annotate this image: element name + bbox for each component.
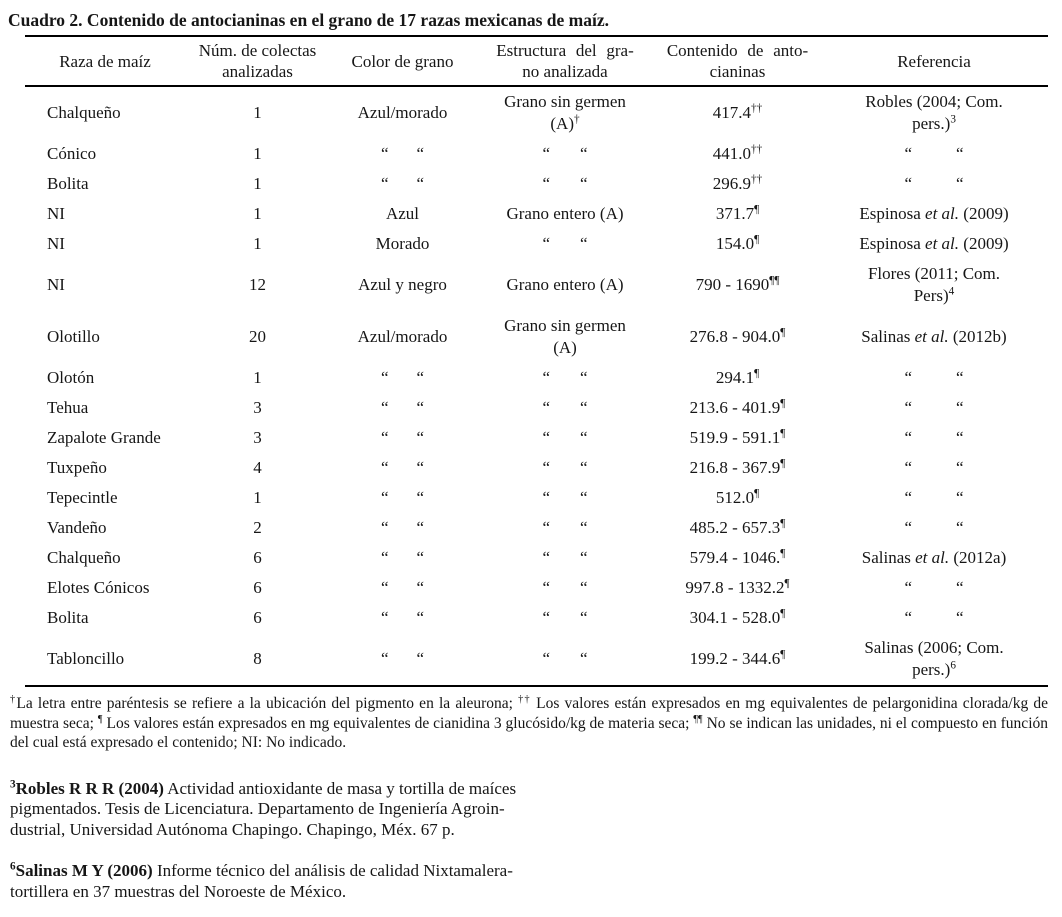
cell-estructura: Grano sin germen (A) <box>504 316 626 357</box>
cell-num: 1 <box>253 488 262 507</box>
ditto-mark: “ “ <box>542 608 588 627</box>
cell-raza: Olotón <box>47 368 95 387</box>
cell-num: 6 <box>253 548 262 567</box>
ditto-mark: “ “ <box>904 608 964 627</box>
reference-robles-2004: $^3$Robles R R R (2004) Actividad antioxidante de masa y tortilla de maíces pigmentados. Tesis de Licenciatura. Departamento de Ingeniería Agroin- dustrial, Universidad Autónoma Chapingo. Chapingo, Méx. 67 p. <box>10 777 517 839</box>
cell-raza: Bolita <box>47 608 89 627</box>
header-color: Color de grano <box>351 51 454 71</box>
table-row <box>25 139 1048 169</box>
table-row <box>25 199 1048 229</box>
cell-raza: Olotillo <box>47 327 100 346</box>
table-row <box>25 453 1048 483</box>
cell-color <box>330 543 475 573</box>
reference-list <box>0 779 1062 903</box>
ditto-mark: “ “ <box>542 428 588 447</box>
cell-raza: NI <box>47 275 65 294</box>
cell-color <box>330 423 475 453</box>
cell-raza: Cónico <box>47 144 97 163</box>
table-caption: Cuadro 2. Contenido de antocianinas en el grano de 17 razas mexicanas de maíz. <box>8 10 609 30</box>
ditto-mark: “ “ <box>380 548 425 567</box>
cell-estructura <box>475 573 655 603</box>
cell-color: Azul y negro <box>358 275 447 294</box>
ditto-mark: “ “ <box>542 578 588 597</box>
cell-color <box>330 169 475 199</box>
ditto-mark: “ “ <box>542 548 588 567</box>
cell-raza: NI <box>47 204 65 223</box>
cell-estructura <box>475 363 655 393</box>
ditto-mark: “ “ <box>542 398 588 417</box>
cell-estructura <box>475 603 655 633</box>
table-header <box>25 36 1048 86</box>
ditto-mark: “ “ <box>904 428 964 447</box>
cell-contenido: 371.7¶ <box>715 203 760 223</box>
cell-referencia <box>820 169 1048 199</box>
cell-raza: Vandeño <box>47 518 107 537</box>
header-contenido: Contenido de anto- cianinas <box>666 41 809 81</box>
table-row <box>25 311 1048 363</box>
cell-raza: Zapalote Grande <box>47 428 161 447</box>
cell-num: 3 <box>253 428 262 447</box>
cell-color: Azul/morado <box>357 327 448 346</box>
reference-salinas-2006: $^6$Salinas M Y (2006) Informe técnico del análisis de calidad Nixtamalera- tortillera en 37 muestras del Noroeste de México. <box>10 860 513 901</box>
cell-estructura <box>475 393 655 423</box>
cell-contenido: 417.4†† <box>712 102 763 122</box>
table-row <box>25 423 1048 453</box>
cell-referencia: Salinas et al. (2012a) <box>861 548 1007 567</box>
cell-raza: Tehua <box>47 398 89 417</box>
ditto-mark: “ “ <box>380 144 425 163</box>
cell-contenido: 276.8 - 904.0¶ <box>689 326 786 346</box>
ditto-mark: “ “ <box>904 398 964 417</box>
cell-estructura: Grano entero (A) <box>506 204 624 223</box>
cell-referencia: Flores (2011; Com. Pers)$^4$ <box>867 264 1001 305</box>
cell-num: 3 <box>253 398 262 417</box>
cell-referencia: Salinas et al. (2012b) <box>861 327 1007 346</box>
ditto-mark: “ “ <box>380 518 425 537</box>
cell-estructura <box>475 139 655 169</box>
cell-referencia <box>820 363 1048 393</box>
cell-color <box>330 633 475 686</box>
ditto-mark: “ “ <box>904 488 964 507</box>
cell-contenido: 294.1¶ <box>715 367 760 387</box>
cell-num: 6 <box>253 578 262 597</box>
cell-referencia <box>820 573 1048 603</box>
header-raza: Raza de maíz <box>59 51 151 71</box>
cell-color <box>330 573 475 603</box>
cell-color <box>330 483 475 513</box>
cell-raza: Tabloncillo <box>47 649 125 668</box>
cell-color <box>330 363 475 393</box>
ditto-mark: “ “ <box>542 518 588 537</box>
cell-raza: Tepecintle <box>47 488 118 507</box>
ditto-mark: “ “ <box>542 234 588 253</box>
cell-referencia: Espinosa et al. (2009) <box>859 204 1009 223</box>
cell-contenido: 213.6 - 401.9¶ <box>689 397 786 417</box>
cell-contenido: 579.4 - 1046.¶ <box>689 547 786 567</box>
cell-num: 1 <box>253 103 262 122</box>
table-row <box>25 363 1048 393</box>
cell-estructura: Grano entero (A) <box>506 275 624 294</box>
cell-num: 12 <box>249 275 266 294</box>
ditto-mark: “ “ <box>380 608 425 627</box>
cell-contenido: 304.1 - 528.0¶ <box>689 607 786 627</box>
cell-contenido: 199.2 - 344.6¶ <box>689 648 786 668</box>
cell-color <box>330 393 475 423</box>
ditto-mark: “ “ <box>380 578 425 597</box>
cell-referencia <box>820 139 1048 169</box>
table-row <box>25 483 1048 513</box>
header-referencia: Referencia <box>897 51 971 71</box>
ditto-mark: “ “ <box>542 458 588 477</box>
cell-color: Azul/morado <box>357 103 448 122</box>
cell-contenido: 216.8 - 367.9¶ <box>689 457 786 477</box>
cell-estructura <box>475 423 655 453</box>
cell-referencia <box>820 453 1048 483</box>
cell-estructura <box>475 483 655 513</box>
cell-num: 4 <box>253 458 262 477</box>
cell-contenido: 790 - 1690¶¶ <box>695 274 780 294</box>
ditto-mark: “ “ <box>542 488 588 507</box>
table-row <box>25 229 1048 259</box>
cell-num: 20 <box>249 327 266 346</box>
cell-raza: Bolita <box>47 174 89 193</box>
cell-contenido: 441.0†† <box>712 143 763 163</box>
ditto-mark: “ “ <box>542 174 588 193</box>
cell-num: 1 <box>253 204 262 223</box>
table-body <box>25 86 1048 686</box>
cell-contenido: 485.2 - 657.3¶ <box>689 517 786 537</box>
cell-raza: Tuxpeño <box>47 458 107 477</box>
header-num: Núm. de colectas analizadas <box>198 41 317 81</box>
ditto-mark: “ “ <box>380 458 425 477</box>
cell-color <box>330 139 475 169</box>
cell-referencia: Salinas (2006; Com. pers.)$^6$ <box>864 638 1004 679</box>
cell-referencia <box>820 423 1048 453</box>
ditto-mark: “ “ <box>904 458 964 477</box>
header-estructura: Estructura del gra- no analizada <box>496 41 634 81</box>
ditto-mark: “ “ <box>380 174 425 193</box>
cell-num: 1 <box>253 174 262 193</box>
cell-estructura <box>475 169 655 199</box>
table-footnotes: †La letra entre paréntesis se refiere a la ubicación del pigmento en la aleurona; †† Los valores están expresados en mg equivalentes de pelargonidina clorada/kg de muestra seca; ¶ Los valores están expresados en mg equivalentes de cianidina 3 glucósido/kg de materia seca; ¶¶ No se indican las unidades, ni el compuesto en función del cual está expresado el contenido; NI: No indicado. <box>10 693 1048 751</box>
ditto-mark: “ “ <box>380 368 425 387</box>
cell-contenido: 154.0¶ <box>715 233 760 253</box>
table-row <box>25 393 1048 423</box>
ditto-mark: “ “ <box>904 518 964 537</box>
header-row <box>25 36 1048 86</box>
cell-raza: NI <box>47 234 65 253</box>
cell-num: 8 <box>253 649 262 668</box>
cell-contenido: 512.0¶ <box>715 487 760 507</box>
cell-num: 1 <box>253 234 262 253</box>
ditto-mark: “ “ <box>904 368 964 387</box>
cell-raza: Chalqueño <box>47 548 121 567</box>
cell-referencia <box>820 513 1048 543</box>
ditto-mark: “ “ <box>542 144 588 163</box>
cell-estructura <box>475 633 655 686</box>
ditto-mark: “ “ <box>380 649 425 668</box>
ditto-mark: “ “ <box>904 174 964 193</box>
ditto-mark: “ “ <box>904 578 964 597</box>
cell-estructura <box>475 513 655 543</box>
cell-estructura <box>475 543 655 573</box>
cell-color <box>330 603 475 633</box>
cell-num: 1 <box>253 144 262 163</box>
table-row <box>25 603 1048 633</box>
cell-raza: Elotes Cónicos <box>47 578 150 597</box>
ditto-mark: “ “ <box>542 368 588 387</box>
ditto-mark: “ “ <box>904 144 964 163</box>
cell-color <box>330 453 475 483</box>
table-row <box>25 543 1048 573</box>
anthocyanin-table <box>25 35 1048 687</box>
cell-contenido: 997.8 - 1332.2¶ <box>685 577 790 597</box>
table-row <box>25 259 1048 311</box>
cell-raza: Chalqueño <box>47 103 121 122</box>
cell-estructura: Grano sin germen (A)† <box>504 92 626 133</box>
cell-referencia <box>820 393 1048 423</box>
table-row <box>25 573 1048 603</box>
ditto-mark: “ “ <box>380 398 425 417</box>
cell-color: Azul <box>385 204 420 223</box>
cell-contenido: 296.9†† <box>712 173 763 193</box>
ditto-mark: “ “ <box>380 428 425 447</box>
table-row <box>25 86 1048 139</box>
cell-num: 2 <box>253 518 262 537</box>
cell-referencia: Espinosa et al. (2009) <box>859 234 1009 253</box>
table-row <box>25 169 1048 199</box>
cell-color <box>330 513 475 543</box>
ditto-mark: “ “ <box>380 488 425 507</box>
cell-num: 1 <box>253 368 262 387</box>
ditto-mark: “ “ <box>542 649 588 668</box>
cell-estructura <box>475 453 655 483</box>
cell-contenido: 519.9 - 591.1¶ <box>689 427 786 447</box>
cell-estructura <box>475 229 655 259</box>
cell-color: Morado <box>375 234 430 253</box>
cell-referencia <box>820 603 1048 633</box>
table-row <box>25 513 1048 543</box>
cell-num: 6 <box>253 608 262 627</box>
cell-referencia <box>820 483 1048 513</box>
cell-referencia: Robles (2004; Com. pers.)$^3$ <box>865 92 1003 133</box>
table-row <box>25 633 1048 686</box>
